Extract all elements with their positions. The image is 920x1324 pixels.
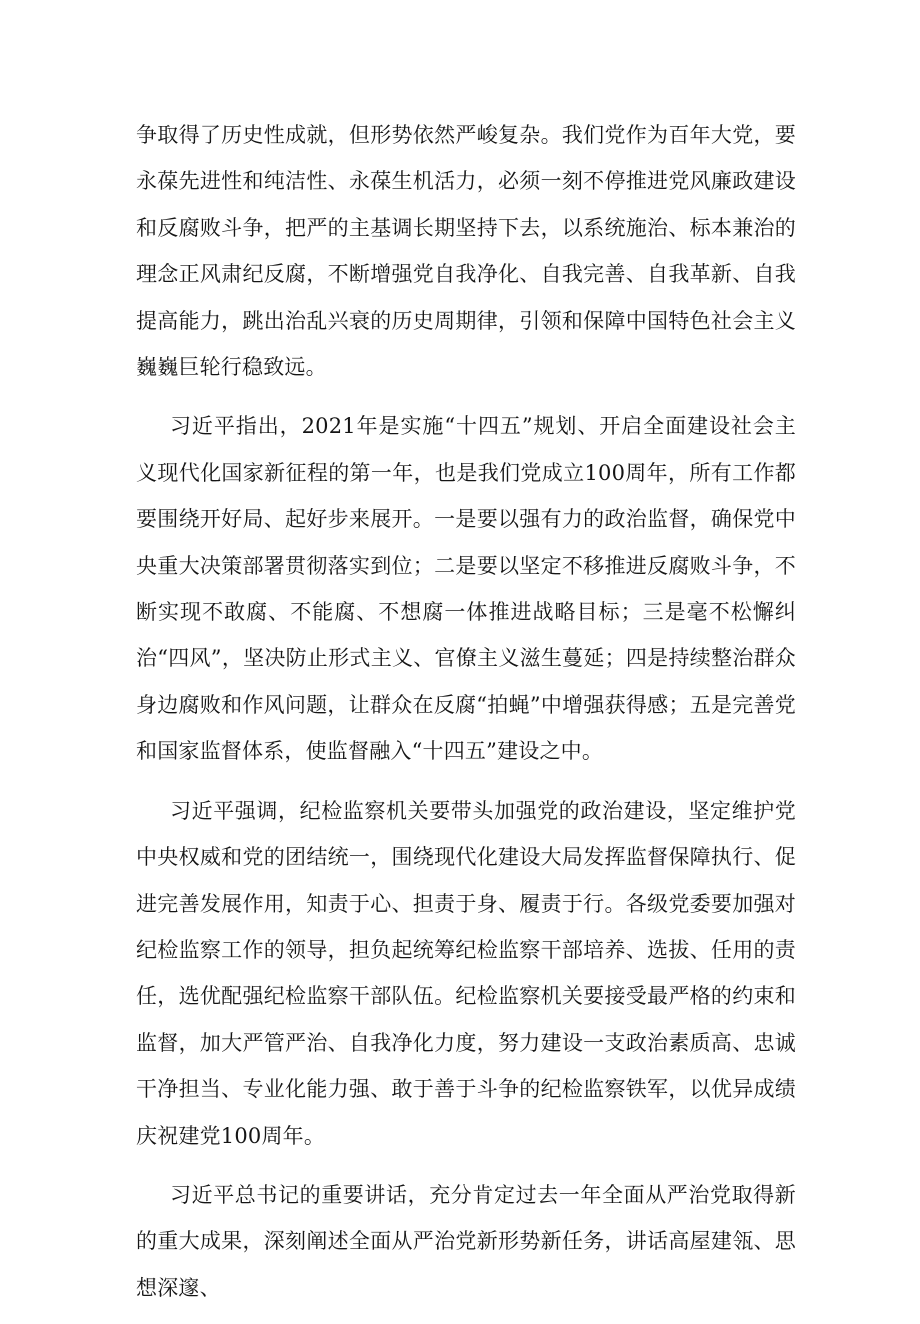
paragraph-fourteenth-five-year-plan: 习近平指出，2021年是实施“十四五”规划、开启全面建设社会主义现代化国家新征程的第一年，也是我们党成立100周年，所有工作都要围绕开好局、起好步来展开。一是要以强有力的政治监督，确保党中央重大决策部署贯彻落实到位；二是要以坚定不移推进反腐败斗争，不断实现不敢腐、不能腐、不想腐一体推进战略目标；三是毫不松懈纠治“四风”，坚决防止形式主义、官僚主义滋生蔓延；四是持续整治群众身边腐败和作风问题，让群众在反腐“拍蝇”中增强获得感；五是完善党和国家监督体系，使监督融入“十四五”建设之中。 bbox=[136, 414, 796, 764]
paragraph-discipline-inspection: 习近平强调，纪检监察机关要带头加强党的政治建设，坚定维护党中央权威和党的团结统一，围绕现代化建设大局发挥监督保障执行、促进完善发展作用，知责于心、担责于身、履责于行。各级党委要加强对纪检监察工作的领导，担负起统筹纪检监察干部培养、选拔、任用的责任，选优配强纪检监察干部队伍。纪检监察机关要接受最严格的约束和监督，加大严管严治、自我净化力度，努力建设一支政治素质高、忠诚干净担当、专业化能力强、敢于善于斗争的纪检监察铁军，以优异成绩庆祝建党100周年。 bbox=[136, 798, 796, 1148]
document-body bbox=[136, 112, 796, 1324]
paragraph-continuation: 争取得了历史性成就，但形势依然严峻复杂。我们党作为百年大党，要永葆先进性和纯洁性、永葆生机活力，必须一刻不停推进党风廉政建设和反腐败斗争，把严的主基调长期坚持下去，以系统施治、标本兼治的理念正风肃纪反腐，不断增强党自我净化、自我完善、自我革新、自我提高能力，跳出治乱兴衰的历史周期律，引领和保障中国特色社会主义巍巍巨轮行稳致远。 bbox=[136, 123, 796, 380]
paragraph-speech-summary: 习近平总书记的重要讲话，充分肯定过去一年全面从严治党取得新的重大成果，深刻阐述全面从严治党新形势新任务，讲话高屋建瓴、思想深邃、 bbox=[136, 1182, 796, 1300]
